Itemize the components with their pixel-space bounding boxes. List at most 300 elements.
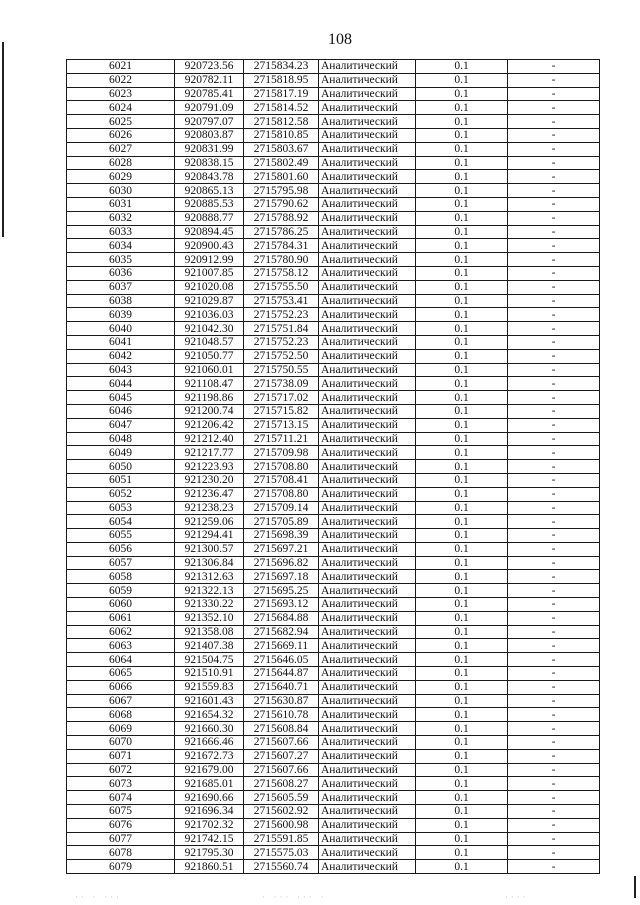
note-cell: - (508, 363, 600, 377)
note-cell: - (508, 266, 600, 280)
accuracy-cell: 0.1 (416, 184, 508, 198)
point-number-cell: 6068 (67, 708, 175, 722)
y-coordinate-cell: 2715684.88 (244, 611, 319, 625)
x-coordinate-cell: 921504.75 (175, 653, 244, 667)
accuracy-cell: 0.1 (416, 818, 508, 832)
x-coordinate-cell: 920843.78 (175, 170, 244, 184)
accuracy-cell: 0.1 (416, 680, 508, 694)
x-coordinate-cell: 920865.13 (175, 184, 244, 198)
table-row (67, 391, 600, 405)
note-cell: - (508, 308, 600, 322)
accuracy-cell: 0.1 (416, 156, 508, 170)
note-cell: - (508, 625, 600, 639)
method-cell: Аналитический (319, 736, 416, 750)
method-cell: Аналитический (319, 377, 416, 391)
note-cell: - (508, 570, 600, 584)
method-cell: Аналитический (319, 266, 416, 280)
point-number-cell: 6027 (67, 142, 175, 156)
table-row (67, 418, 600, 432)
y-coordinate-cell: 2715790.62 (244, 197, 319, 211)
y-coordinate-cell: 2715780.90 (244, 253, 319, 267)
accuracy-cell: 0.1 (416, 294, 508, 308)
method-cell: Аналитический (319, 818, 416, 832)
method-cell: Аналитический (319, 363, 416, 377)
accuracy-cell: 0.1 (416, 280, 508, 294)
x-coordinate-cell: 921860.51 (175, 860, 244, 874)
accuracy-cell: 0.1 (416, 791, 508, 805)
accuracy-cell: 0.1 (416, 363, 508, 377)
accuracy-cell: 0.1 (416, 142, 508, 156)
point-number-cell: 6051 (67, 473, 175, 487)
y-coordinate-cell: 2715646.05 (244, 653, 319, 667)
point-number-cell: 6053 (67, 501, 175, 515)
accuracy-cell: 0.1 (416, 87, 508, 101)
point-number-cell: 6048 (67, 432, 175, 446)
point-number-cell: 6079 (67, 860, 175, 874)
accuracy-cell: 0.1 (416, 529, 508, 543)
point-number-cell: 6064 (67, 653, 175, 667)
table-row (67, 432, 600, 446)
x-coordinate-cell: 921217.77 (175, 446, 244, 460)
x-coordinate-cell: 921654.32 (175, 708, 244, 722)
x-coordinate-cell: 920838.15 (175, 156, 244, 170)
x-coordinate-cell: 920885.53 (175, 197, 244, 211)
y-coordinate-cell: 2715695.25 (244, 584, 319, 598)
note-cell: - (508, 653, 600, 667)
x-coordinate-cell: 921696.34 (175, 805, 244, 819)
accuracy-cell: 0.1 (416, 404, 508, 418)
point-number-cell: 6061 (67, 611, 175, 625)
accuracy-cell: 0.1 (416, 253, 508, 267)
point-number-cell: 6069 (67, 722, 175, 736)
point-number-cell: 6033 (67, 225, 175, 239)
note-cell: - (508, 749, 600, 763)
accuracy-cell: 0.1 (416, 239, 508, 253)
accuracy-cell: 0.1 (416, 736, 508, 750)
method-cell: Аналитический (319, 625, 416, 639)
note-cell: - (508, 184, 600, 198)
point-number-cell: 6063 (67, 639, 175, 653)
method-cell: Аналитический (319, 418, 416, 432)
x-coordinate-cell: 921358.08 (175, 625, 244, 639)
point-number-cell: 6026 (67, 128, 175, 142)
note-cell: - (508, 556, 600, 570)
table-row (67, 446, 600, 460)
x-coordinate-cell: 920803.87 (175, 128, 244, 142)
method-cell: Аналитический (319, 832, 416, 846)
x-coordinate-cell: 920831.99 (175, 142, 244, 156)
table-row (67, 197, 600, 211)
x-coordinate-cell: 921206.42 (175, 418, 244, 432)
point-number-cell: 6042 (67, 349, 175, 363)
point-number-cell: 6035 (67, 253, 175, 267)
note-cell: - (508, 294, 600, 308)
note-cell: - (508, 611, 600, 625)
accuracy-cell: 0.1 (416, 805, 508, 819)
y-coordinate-cell: 2715608.84 (244, 722, 319, 736)
y-coordinate-cell: 2715709.14 (244, 501, 319, 515)
x-coordinate-cell: 920888.77 (175, 211, 244, 225)
point-number-cell: 6071 (67, 749, 175, 763)
method-cell: Аналитический (319, 749, 416, 763)
method-cell: Аналитический (319, 446, 416, 460)
accuracy-cell: 0.1 (416, 115, 508, 129)
x-coordinate-cell: 921236.47 (175, 487, 244, 501)
table-row (67, 377, 600, 391)
y-coordinate-cell: 2715560.74 (244, 860, 319, 874)
table-row (67, 501, 600, 515)
accuracy-cell: 0.1 (416, 60, 508, 74)
note-cell: - (508, 791, 600, 805)
note-cell: - (508, 832, 600, 846)
x-coordinate-cell: 921223.93 (175, 460, 244, 474)
y-coordinate-cell: 2715738.09 (244, 377, 319, 391)
point-number-cell: 6034 (67, 239, 175, 253)
method-cell: Аналитический (319, 128, 416, 142)
method-cell: Аналитический (319, 156, 416, 170)
table-row (67, 280, 600, 294)
note-cell: - (508, 584, 600, 598)
table-row (67, 542, 600, 556)
note-cell: - (508, 542, 600, 556)
y-coordinate-cell: 2715600.98 (244, 818, 319, 832)
x-coordinate-cell: 921200.74 (175, 404, 244, 418)
scan-noise: ·· · ··· (75, 893, 122, 903)
accuracy-cell: 0.1 (416, 860, 508, 874)
y-coordinate-cell: 2715705.89 (244, 515, 319, 529)
note-cell: - (508, 487, 600, 501)
method-cell: Аналитический (319, 60, 416, 74)
note-cell: - (508, 73, 600, 87)
y-coordinate-cell: 2715630.87 (244, 694, 319, 708)
accuracy-cell: 0.1 (416, 763, 508, 777)
method-cell: Аналитический (319, 115, 416, 129)
table-row (67, 115, 600, 129)
method-cell: Аналитический (319, 87, 416, 101)
table-row (67, 184, 600, 198)
accuracy-cell: 0.1 (416, 777, 508, 791)
table-row (67, 653, 600, 667)
note-cell: - (508, 805, 600, 819)
method-cell: Аналитический (319, 515, 416, 529)
table-row (67, 128, 600, 142)
table-row (67, 73, 600, 87)
method-cell: Аналитический (319, 211, 416, 225)
scan-noise: ···· (505, 893, 529, 903)
note-cell: - (508, 818, 600, 832)
x-coordinate-cell: 920791.09 (175, 101, 244, 115)
x-coordinate-cell: 921312.63 (175, 570, 244, 584)
accuracy-cell: 0.1 (416, 625, 508, 639)
point-number-cell: 6038 (67, 294, 175, 308)
note-cell: - (508, 694, 600, 708)
point-number-cell: 6028 (67, 156, 175, 170)
y-coordinate-cell: 2715786.25 (244, 225, 319, 239)
x-coordinate-cell: 921322.13 (175, 584, 244, 598)
note-cell: - (508, 101, 600, 115)
method-cell: Аналитический (319, 335, 416, 349)
table-row (67, 308, 600, 322)
x-coordinate-cell: 921029.87 (175, 294, 244, 308)
table-row (67, 294, 600, 308)
accuracy-cell: 0.1 (416, 598, 508, 612)
note-cell: - (508, 156, 600, 170)
point-number-cell: 6021 (67, 60, 175, 74)
accuracy-cell: 0.1 (416, 335, 508, 349)
accuracy-cell: 0.1 (416, 515, 508, 529)
note-cell: - (508, 404, 600, 418)
table-row (67, 860, 600, 874)
table-row (67, 556, 600, 570)
y-coordinate-cell: 2715817.19 (244, 87, 319, 101)
accuracy-cell: 0.1 (416, 418, 508, 432)
table-row (67, 818, 600, 832)
point-number-cell: 6023 (67, 87, 175, 101)
x-coordinate-cell: 921108.47 (175, 377, 244, 391)
table-row (67, 404, 600, 418)
point-number-cell: 6024 (67, 101, 175, 115)
method-cell: Аналитический (319, 611, 416, 625)
y-coordinate-cell: 2715803.67 (244, 142, 319, 156)
table-row (67, 253, 600, 267)
coordinates-table-body (67, 60, 600, 874)
point-number-cell: 6041 (67, 335, 175, 349)
note-cell: - (508, 777, 600, 791)
method-cell: Аналитический (319, 722, 416, 736)
method-cell: Аналитический (319, 253, 416, 267)
point-number-cell: 6070 (67, 736, 175, 750)
y-coordinate-cell: 2715715.82 (244, 404, 319, 418)
table-row (67, 694, 600, 708)
note-cell: - (508, 225, 600, 239)
y-coordinate-cell: 2715801.60 (244, 170, 319, 184)
note-cell: - (508, 128, 600, 142)
point-number-cell: 6075 (67, 805, 175, 819)
point-number-cell: 6078 (67, 846, 175, 860)
method-cell: Аналитический (319, 805, 416, 819)
accuracy-cell: 0.1 (416, 391, 508, 405)
y-coordinate-cell: 2715591.85 (244, 832, 319, 846)
method-cell: Аналитический (319, 653, 416, 667)
y-coordinate-cell: 2715717.02 (244, 391, 319, 405)
method-cell: Аналитический (319, 142, 416, 156)
note-cell: - (508, 473, 600, 487)
method-cell: Аналитический (319, 763, 416, 777)
x-coordinate-cell: 921666.46 (175, 736, 244, 750)
x-coordinate-cell: 921685.01 (175, 777, 244, 791)
accuracy-cell: 0.1 (416, 694, 508, 708)
method-cell: Аналитический (319, 791, 416, 805)
method-cell: Аналитический (319, 570, 416, 584)
x-coordinate-cell: 921679.00 (175, 763, 244, 777)
table-row (67, 722, 600, 736)
note-cell: - (508, 680, 600, 694)
x-coordinate-cell: 921330.22 (175, 598, 244, 612)
table-row (67, 87, 600, 101)
y-coordinate-cell: 2715795.98 (244, 184, 319, 198)
point-number-cell: 6052 (67, 487, 175, 501)
note-cell: - (508, 529, 600, 543)
method-cell: Аналитический (319, 308, 416, 322)
x-coordinate-cell: 921742.15 (175, 832, 244, 846)
note-cell: - (508, 736, 600, 750)
x-coordinate-cell: 921036.03 (175, 308, 244, 322)
table-row (67, 777, 600, 791)
point-number-cell: 6029 (67, 170, 175, 184)
method-cell: Аналитический (319, 460, 416, 474)
note-cell: - (508, 460, 600, 474)
y-coordinate-cell: 2715814.52 (244, 101, 319, 115)
accuracy-cell: 0.1 (416, 197, 508, 211)
x-coordinate-cell: 920785.41 (175, 87, 244, 101)
table-row (67, 335, 600, 349)
method-cell: Аналитический (319, 639, 416, 653)
accuracy-cell: 0.1 (416, 708, 508, 722)
note-cell: - (508, 446, 600, 460)
x-coordinate-cell: 921238.23 (175, 501, 244, 515)
x-coordinate-cell: 921230.20 (175, 473, 244, 487)
note-cell: - (508, 598, 600, 612)
y-coordinate-cell: 2715834.23 (244, 60, 319, 74)
y-coordinate-cell: 2715693.12 (244, 598, 319, 612)
method-cell: Аналитический (319, 170, 416, 184)
point-number-cell: 6065 (67, 667, 175, 681)
method-cell: Аналитический (319, 322, 416, 336)
point-number-cell: 6062 (67, 625, 175, 639)
y-coordinate-cell: 2715818.95 (244, 73, 319, 87)
table-row (67, 529, 600, 543)
method-cell: Аналитический (319, 542, 416, 556)
method-cell: Аналитический (319, 667, 416, 681)
method-cell: Аналитический (319, 225, 416, 239)
point-number-cell: 6074 (67, 791, 175, 805)
accuracy-cell: 0.1 (416, 432, 508, 446)
point-number-cell: 6022 (67, 73, 175, 87)
point-number-cell: 6032 (67, 211, 175, 225)
note-cell: - (508, 501, 600, 515)
accuracy-cell: 0.1 (416, 446, 508, 460)
table-row (67, 460, 600, 474)
point-number-cell: 6031 (67, 197, 175, 211)
x-coordinate-cell: 921407.38 (175, 639, 244, 653)
y-coordinate-cell: 2715752.23 (244, 335, 319, 349)
y-coordinate-cell: 2715575.03 (244, 846, 319, 860)
accuracy-cell: 0.1 (416, 832, 508, 846)
table-row (67, 156, 600, 170)
point-number-cell: 6030 (67, 184, 175, 198)
method-cell: Аналитический (319, 487, 416, 501)
table-row (67, 239, 600, 253)
method-cell: Аналитический (319, 349, 416, 363)
x-coordinate-cell: 920894.45 (175, 225, 244, 239)
y-coordinate-cell: 2715708.80 (244, 487, 319, 501)
table-row (67, 708, 600, 722)
point-number-cell: 6072 (67, 763, 175, 777)
accuracy-cell: 0.1 (416, 846, 508, 860)
table-row (67, 598, 600, 612)
method-cell: Аналитический (319, 280, 416, 294)
x-coordinate-cell: 921020.08 (175, 280, 244, 294)
page-number: 108 (328, 31, 352, 48)
accuracy-cell: 0.1 (416, 556, 508, 570)
y-coordinate-cell: 2715708.41 (244, 473, 319, 487)
method-cell: Аналитический (319, 846, 416, 860)
y-coordinate-cell: 2715696.82 (244, 556, 319, 570)
method-cell: Аналитический (319, 101, 416, 115)
x-coordinate-cell: 921007.85 (175, 266, 244, 280)
table-row (67, 322, 600, 336)
note-cell: - (508, 253, 600, 267)
accuracy-cell: 0.1 (416, 349, 508, 363)
x-coordinate-cell: 921306.84 (175, 556, 244, 570)
accuracy-cell: 0.1 (416, 653, 508, 667)
note-cell: - (508, 377, 600, 391)
point-number-cell: 6049 (67, 446, 175, 460)
note-cell: - (508, 211, 600, 225)
method-cell: Аналитический (319, 501, 416, 515)
accuracy-cell: 0.1 (416, 170, 508, 184)
y-coordinate-cell: 2715709.98 (244, 446, 319, 460)
x-coordinate-cell: 920797.07 (175, 115, 244, 129)
note-cell: - (508, 280, 600, 294)
y-coordinate-cell: 2715752.23 (244, 308, 319, 322)
table-row (67, 805, 600, 819)
accuracy-cell: 0.1 (416, 211, 508, 225)
point-number-cell: 6066 (67, 680, 175, 694)
note-cell: - (508, 418, 600, 432)
accuracy-cell: 0.1 (416, 542, 508, 556)
accuracy-cell: 0.1 (416, 722, 508, 736)
accuracy-cell: 0.1 (416, 667, 508, 681)
table-row (67, 211, 600, 225)
point-number-cell: 6050 (67, 460, 175, 474)
table-row (67, 832, 600, 846)
table-row (67, 667, 600, 681)
table-row (67, 791, 600, 805)
accuracy-cell: 0.1 (416, 73, 508, 87)
y-coordinate-cell: 2715605.59 (244, 791, 319, 805)
method-cell: Аналитический (319, 184, 416, 198)
point-number-cell: 6036 (67, 266, 175, 280)
method-cell: Аналитический (319, 694, 416, 708)
note-cell: - (508, 667, 600, 681)
y-coordinate-cell: 2715711.21 (244, 432, 319, 446)
y-coordinate-cell: 2715812.58 (244, 115, 319, 129)
y-coordinate-cell: 2715758.12 (244, 266, 319, 280)
x-coordinate-cell: 921060.01 (175, 363, 244, 377)
x-coordinate-cell: 920900.43 (175, 239, 244, 253)
point-number-cell: 6043 (67, 363, 175, 377)
note-cell: - (508, 708, 600, 722)
accuracy-cell: 0.1 (416, 266, 508, 280)
method-cell: Аналитический (319, 680, 416, 694)
method-cell: Аналитический (319, 529, 416, 543)
x-coordinate-cell: 921212.40 (175, 432, 244, 446)
method-cell: Аналитический (319, 860, 416, 874)
x-coordinate-cell: 920782.11 (175, 73, 244, 87)
note-cell: - (508, 239, 600, 253)
accuracy-cell: 0.1 (416, 611, 508, 625)
point-number-cell: 6025 (67, 115, 175, 129)
y-coordinate-cell: 2715810.85 (244, 128, 319, 142)
x-coordinate-cell: 921672.73 (175, 749, 244, 763)
x-coordinate-cell: 921259.06 (175, 515, 244, 529)
x-coordinate-cell: 921601.43 (175, 694, 244, 708)
table-row (67, 363, 600, 377)
accuracy-cell: 0.1 (416, 128, 508, 142)
y-coordinate-cell: 2715752.50 (244, 349, 319, 363)
y-coordinate-cell: 2715784.31 (244, 239, 319, 253)
